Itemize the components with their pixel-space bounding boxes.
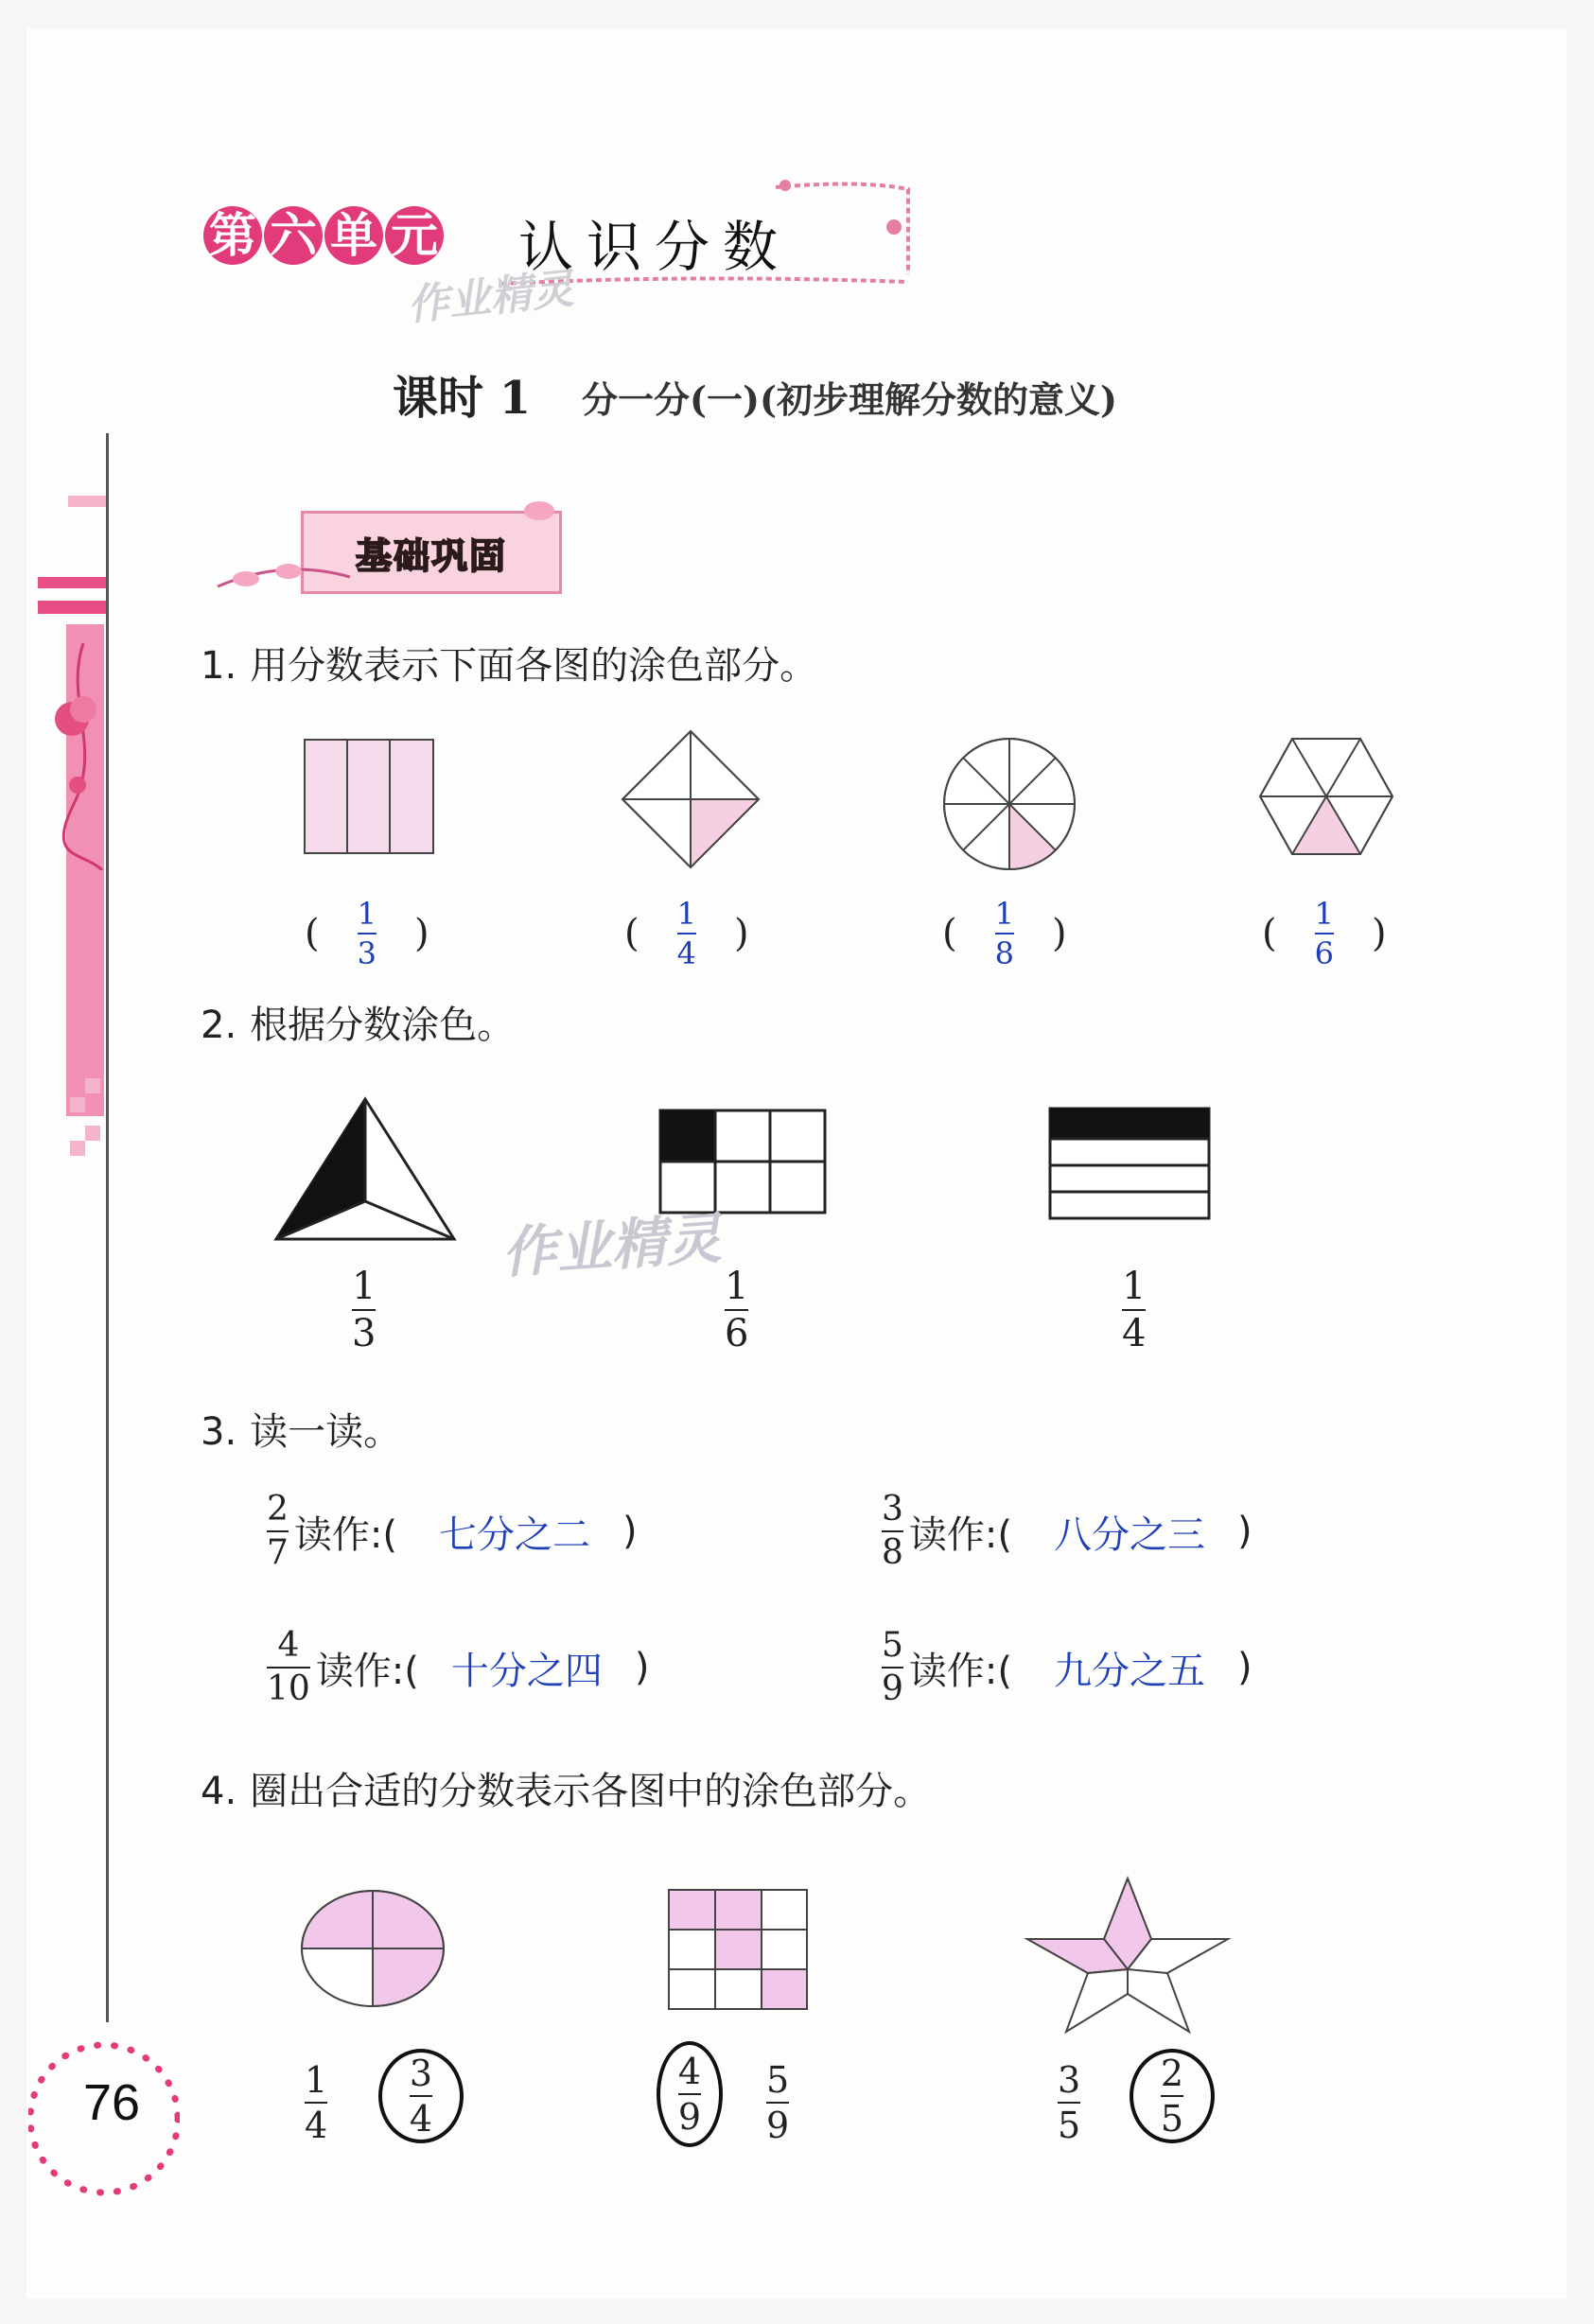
numerator: 5 bbox=[766, 2059, 790, 2101]
q4-option bbox=[677, 2051, 702, 2138]
q4-circled-option[interactable] bbox=[1130, 2049, 1215, 2143]
open-paren: ( bbox=[942, 912, 957, 955]
q3-fraction bbox=[882, 1626, 903, 1708]
close-paren: ) bbox=[733, 912, 749, 955]
close-paren: ) bbox=[1051, 912, 1067, 955]
denominator: 7 bbox=[267, 1533, 289, 1572]
margin-pink-bar bbox=[38, 577, 106, 588]
numerator: 1 bbox=[994, 896, 1014, 932]
margin-pink-square bbox=[70, 1141, 85, 1156]
numerator: 1 bbox=[1122, 1265, 1147, 1308]
denominator: 4 bbox=[409, 2098, 433, 2140]
leaf-decoration-icon bbox=[208, 549, 359, 605]
q1-number: 1. bbox=[201, 644, 237, 688]
q3-item-4 bbox=[882, 1626, 1252, 1708]
open-paren: ( bbox=[305, 912, 320, 955]
q3-item-3 bbox=[267, 1626, 650, 1708]
answer-fraction bbox=[1314, 896, 1334, 971]
q1-circle-eighths bbox=[941, 736, 1078, 873]
denominator: 6 bbox=[725, 1312, 749, 1355]
q1-answer-4 bbox=[1262, 896, 1387, 971]
numerator: 3 bbox=[409, 2053, 433, 2094]
q4-ellipse-quarters bbox=[299, 1888, 447, 2009]
q3-fraction bbox=[267, 1626, 310, 1708]
q3-fraction bbox=[882, 1490, 903, 1572]
close-paren: ) bbox=[413, 912, 429, 955]
denominator: 3 bbox=[352, 1312, 377, 1355]
watermark: 作业精灵 bbox=[499, 1205, 724, 1285]
read-as-label: 读作:( bbox=[908, 1649, 1012, 1693]
margin-pink-square bbox=[85, 1078, 100, 1093]
read-as-answer: 七分之二 bbox=[439, 1512, 590, 1557]
q1-answer-1 bbox=[305, 896, 429, 971]
leaf-decoration-icon bbox=[511, 482, 577, 539]
numerator: 2 bbox=[267, 1490, 289, 1529]
read-as-label: 读作:( bbox=[315, 1649, 419, 1693]
q4-star-fifths bbox=[1024, 1875, 1232, 2036]
close-paren: ) bbox=[634, 1646, 650, 1689]
q3-item-2 bbox=[882, 1490, 1252, 1572]
close-paren: ) bbox=[1371, 912, 1387, 955]
q4-option[interactable] bbox=[766, 2059, 790, 2146]
q3-number: 3. bbox=[201, 1410, 237, 1454]
watermark: 作业精灵 bbox=[405, 264, 576, 331]
q4-number: 4. bbox=[201, 1770, 237, 1813]
rose-vine-icon bbox=[45, 643, 112, 870]
close-paren: ) bbox=[1237, 1646, 1252, 1689]
close-paren: ) bbox=[1237, 1510, 1252, 1553]
numerator: 1 bbox=[1314, 896, 1334, 932]
numerator: 1 bbox=[725, 1265, 749, 1308]
q1-rectangle-thirds bbox=[303, 738, 435, 856]
denominator: 8 bbox=[994, 935, 1014, 971]
numerator: 3 bbox=[882, 1490, 903, 1529]
unit-badge: 六 bbox=[264, 206, 323, 265]
numerator: 1 bbox=[357, 896, 377, 932]
answer-fraction bbox=[994, 896, 1014, 971]
open-paren: ( bbox=[1262, 912, 1277, 955]
open-paren: ( bbox=[624, 912, 639, 955]
read-as-answer: 九分之五 bbox=[1054, 1649, 1205, 1693]
numerator: 4 bbox=[277, 1626, 300, 1665]
section-tag-label: 基础巩固 bbox=[355, 534, 507, 577]
read-as-label: 读作:( bbox=[293, 1512, 397, 1557]
denominator: 9 bbox=[882, 1669, 903, 1708]
q2-fraction bbox=[1122, 1267, 1146, 1353]
unit-badges bbox=[203, 206, 444, 265]
close-paren: ) bbox=[622, 1510, 638, 1553]
read-as-answer: 八分之三 bbox=[1054, 1512, 1205, 1557]
denominator: 8 bbox=[882, 1533, 903, 1572]
q4-prompt bbox=[201, 1761, 931, 1815]
q2-fraction bbox=[352, 1267, 376, 1353]
margin-pink-square bbox=[70, 1097, 85, 1112]
numerator: 2 bbox=[1160, 2053, 1184, 2094]
lesson-title: 课时 1 bbox=[393, 372, 532, 425]
numerator: 1 bbox=[305, 2059, 328, 2101]
q1-text: 用分数表示下面各图的涂色部分。 bbox=[250, 644, 818, 688]
answer-fraction bbox=[357, 896, 377, 971]
margin-pink-square bbox=[85, 1126, 100, 1141]
denominator: 9 bbox=[766, 2105, 790, 2146]
page-number: 76 bbox=[83, 2074, 141, 2131]
denominator: 4 bbox=[676, 935, 696, 971]
q4-option bbox=[409, 2053, 433, 2140]
denominator: 10 bbox=[267, 1669, 310, 1708]
answer-fraction bbox=[676, 896, 696, 971]
denominator: 4 bbox=[305, 2105, 328, 2146]
q2-triangle bbox=[272, 1095, 457, 1247]
unit-badge: 元 bbox=[385, 206, 444, 265]
q1-diamond-quarters bbox=[620, 728, 762, 870]
q1-answer-2 bbox=[624, 896, 749, 971]
unit-badge: 第 bbox=[203, 206, 262, 265]
unit-title: 认识分数 bbox=[518, 215, 792, 279]
q3-text: 读一读。 bbox=[250, 1410, 402, 1454]
q2-stripes-quarters bbox=[1048, 1107, 1211, 1220]
margin-pink-square bbox=[68, 496, 106, 507]
q3-prompt bbox=[201, 1402, 401, 1456]
q1-answer-3 bbox=[942, 896, 1067, 971]
q2-number: 2. bbox=[201, 1004, 237, 1047]
q2-text: 根据分数涂色。 bbox=[250, 1004, 516, 1047]
numerator: 5 bbox=[882, 1626, 903, 1665]
denominator: 5 bbox=[1058, 2105, 1081, 2146]
read-as-answer: 十分之四 bbox=[450, 1649, 603, 1693]
numerator: 1 bbox=[352, 1265, 377, 1308]
denominator: 9 bbox=[677, 2096, 702, 2138]
q2-prompt bbox=[201, 995, 515, 1049]
q3-fraction bbox=[267, 1490, 289, 1572]
denominator: 4 bbox=[1122, 1312, 1147, 1355]
q4-option bbox=[1160, 2053, 1184, 2140]
q1-prompt bbox=[201, 636, 817, 690]
q4-grid-ninths bbox=[667, 1888, 809, 2011]
lesson-subtitle: 分一分(一)(初步理解分数的意义) bbox=[582, 378, 1117, 421]
q1-hexagon-sixths bbox=[1258, 736, 1395, 859]
q4-circled-option[interactable] bbox=[657, 2041, 723, 2147]
numerator: 1 bbox=[676, 896, 696, 932]
unit-badge: 单 bbox=[324, 206, 383, 265]
q4-option[interactable] bbox=[1058, 2059, 1081, 2146]
numerator: 4 bbox=[677, 2051, 702, 2092]
denominator: 3 bbox=[357, 935, 377, 971]
margin-pink-bar bbox=[38, 601, 106, 614]
q4-circled-option[interactable] bbox=[378, 2049, 464, 2143]
denominator: 5 bbox=[1160, 2098, 1184, 2140]
numerator: 3 bbox=[1058, 2059, 1081, 2101]
q2-fraction bbox=[725, 1267, 748, 1353]
q4-text: 圈出合适的分数表示各图中的涂色部分。 bbox=[250, 1770, 932, 1813]
q4-option[interactable] bbox=[305, 2059, 328, 2146]
read-as-label: 读作:( bbox=[908, 1512, 1012, 1557]
q3-item-1 bbox=[267, 1490, 638, 1572]
denominator: 6 bbox=[1314, 935, 1334, 971]
